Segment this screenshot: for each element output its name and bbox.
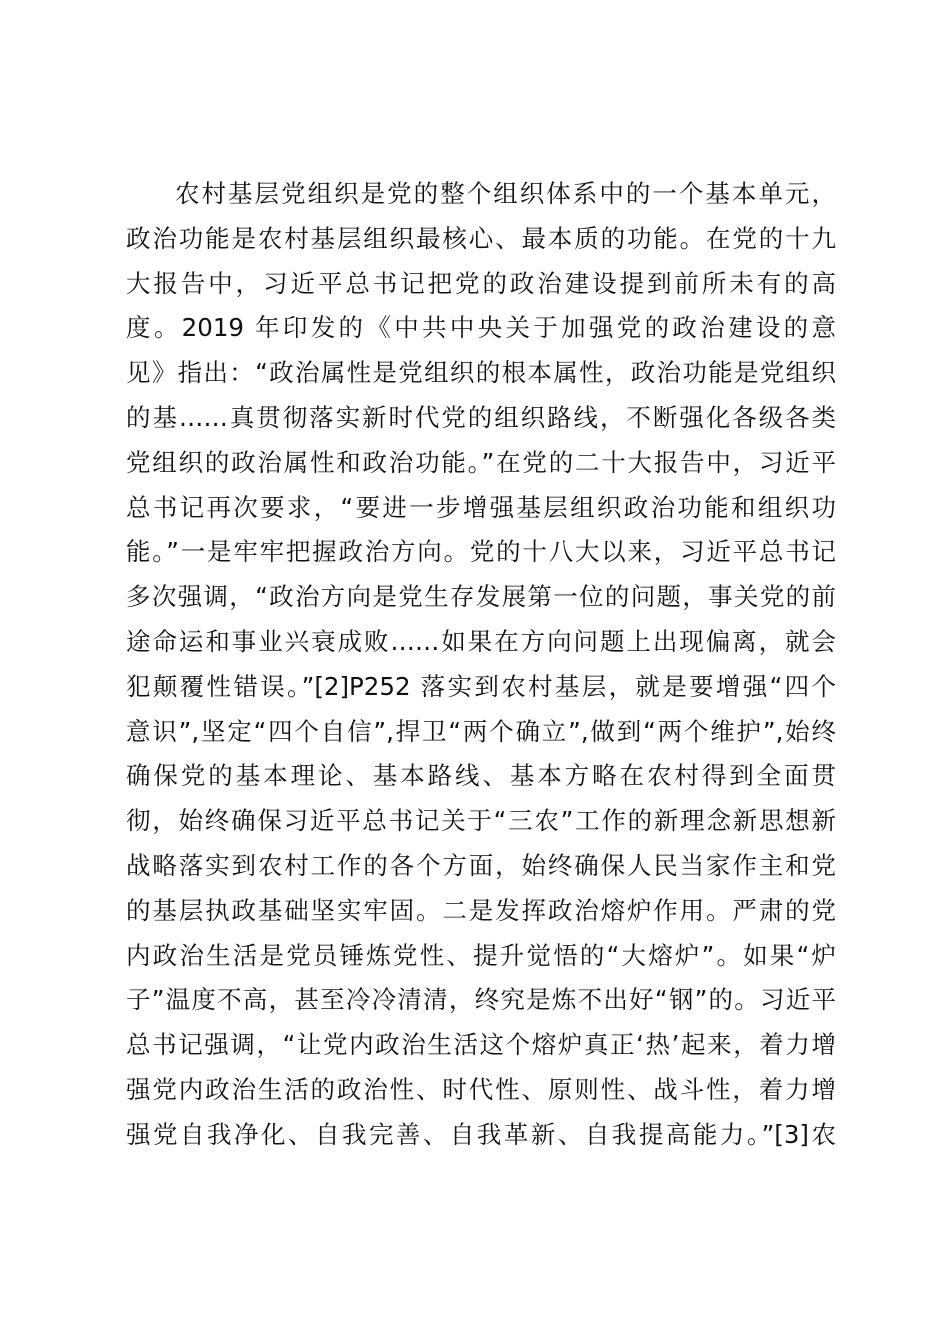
paragraph-line-17: 的基层执政基础坚实牢固。二是发挥政治熔炉作用。严肃的党 [126,895,836,925]
paragraph-line-4: 度。2019 年印发的《中共中央关于加强党的政治建设的意 [126,313,836,343]
paragraph-line-8: 总书记再次要求，“要进一步增强基层组织政治功能和组织功 [126,492,836,522]
paragraph-line-3: 大报告中，习近平总书记把党的政治建设提到前所未有的高 [126,268,836,298]
paragraph-line-16: 战略落实到农村工作的各个方面，始终确保人民当家作主和党 [126,850,836,880]
body-paragraph [126,172,836,1158]
paragraph-line-1: 农村基层党组织是党的整个组织体系中的一个基本单元， [175,179,836,208]
paragraph-line-18: 内政治生活是党员锤炼党性、提升觉悟的“大熔炉”。如果“炉 [126,940,836,970]
paragraph-line-13: 意识”,坚定“四个自信”,捍卫“两个确立”,做到“两个维护”,始终 [126,716,836,746]
paragraph-line-6: 的基……真贯彻落实新时代党的组织路线，不断强化各级各类 [126,402,836,432]
paragraph-line-12: 犯颠覆性错误。”[2]P252 落实到农村基层，就是要增强“四个 [126,671,836,701]
paragraph-line-11: 途命运和事业兴衰成败……如果在方向问题上出现偏离，就会 [126,626,836,656]
paragraph-line-22: 强党自我净化、自我完善、自我革新、自我提高能力。”[3]农 [126,1119,836,1149]
paragraph-line-20: 总书记强调，“让党内政治生活这个熔炉真正‘热’起来，着力增 [126,1030,836,1060]
paragraph-line-15: 彻，始终确保习近平总书记关于“三农”工作的新理念新思想新 [126,806,836,836]
paragraph-line-21: 强党内政治生活的政治性、时代性、原则性、战斗性，着力增 [126,1074,836,1104]
paragraph-line-9: 能。”一是牢牢把握政治方向。党的十八大以来，习近平总书记 [126,537,836,567]
paragraph-line-14: 确保党的基本理论、基本路线、基本方略在农村得到全面贯 [126,761,836,791]
paragraph-line-2: 政治功能是农村基层组织最核心、最本质的功能。在党的十九 [126,223,836,253]
paragraph-line-10: 多次强调，“政治方向是党生存发展第一位的问题，事关党的前 [126,582,836,612]
paragraph-line-7: 党组织的政治属性和政治功能。”在党的二十大报告中，习近平 [126,447,836,477]
paragraph-line-19: 子”温度不高，甚至冷冷清清，终究是炼不出好“钢”的。习近平 [126,985,836,1015]
paragraph-line-5: 见》指出：“政治属性是党组织的根本属性，政治功能是党组织 [126,358,836,388]
